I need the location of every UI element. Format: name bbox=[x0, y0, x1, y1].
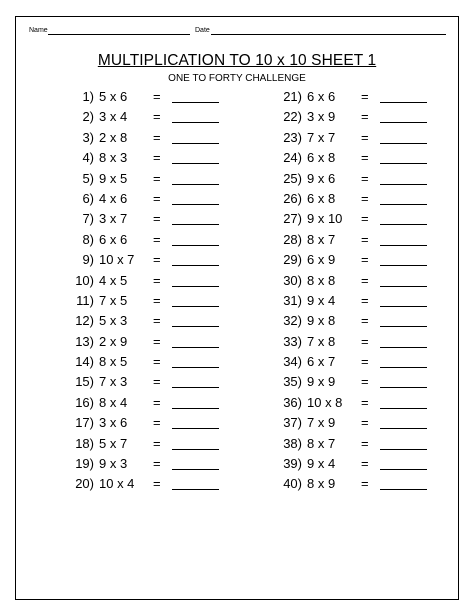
problem-expression: 7 x 8 bbox=[307, 333, 336, 349]
problem-number: 35) bbox=[283, 374, 302, 390]
equals-sign: = bbox=[361, 394, 369, 410]
problem-number: 32) bbox=[283, 313, 302, 329]
problem-number: 36) bbox=[283, 394, 302, 410]
problem-expression: 8 x 9 bbox=[307, 476, 336, 492]
equals-sign: = bbox=[153, 109, 161, 125]
problem-expression: 8 x 7 bbox=[307, 435, 336, 451]
problem-number: 23) bbox=[283, 129, 302, 145]
equals-sign: = bbox=[361, 170, 369, 186]
worksheet-page bbox=[15, 16, 459, 600]
problem-row bbox=[267, 291, 467, 311]
problem-expression: 8 x 8 bbox=[307, 272, 336, 288]
problem-expression: 8 x 4 bbox=[99, 394, 128, 410]
answer-blank[interactable] bbox=[172, 184, 219, 185]
name-label: Name bbox=[29, 27, 48, 34]
problem-expression: 7 x 7 bbox=[307, 129, 336, 145]
problem-expression: 5 x 7 bbox=[99, 435, 128, 451]
problem-expression: 7 x 3 bbox=[99, 374, 128, 390]
problem-number: 11) bbox=[76, 292, 94, 308]
equals-sign: = bbox=[153, 252, 161, 268]
equals-sign: = bbox=[361, 313, 369, 329]
problem-number: 21) bbox=[283, 89, 302, 104]
answer-blank[interactable] bbox=[172, 143, 219, 144]
equals-sign: = bbox=[153, 313, 161, 329]
equals-sign: = bbox=[361, 129, 369, 145]
equals-sign: = bbox=[153, 456, 161, 472]
problem-row bbox=[59, 454, 259, 474]
problem-number: 7) bbox=[82, 211, 94, 227]
problem-number: 1) bbox=[82, 89, 94, 104]
equals-sign: = bbox=[153, 292, 161, 308]
answer-blank[interactable] bbox=[380, 367, 427, 368]
problem-expression: 9 x 3 bbox=[99, 456, 128, 472]
answer-blank[interactable] bbox=[172, 163, 219, 164]
problem-number: 29) bbox=[283, 252, 302, 268]
problem-number: 18) bbox=[75, 435, 94, 451]
problem-number: 25) bbox=[283, 170, 302, 186]
problem-row bbox=[59, 372, 259, 392]
problem-number: 27) bbox=[283, 211, 302, 227]
problem-row bbox=[267, 372, 467, 392]
problem-expression: 8 x 3 bbox=[99, 150, 128, 166]
equals-sign: = bbox=[153, 272, 161, 288]
problem-expression: 5 x 3 bbox=[99, 313, 128, 329]
equals-sign: = bbox=[361, 211, 369, 227]
answer-blank[interactable] bbox=[380, 143, 427, 144]
problem-number: 13) bbox=[75, 333, 94, 349]
problem-number: 31) bbox=[283, 292, 302, 308]
problem-number: 39) bbox=[283, 456, 302, 472]
problem-expression: 6 x 9 bbox=[307, 252, 336, 268]
answer-blank[interactable] bbox=[380, 326, 427, 327]
problem-row bbox=[59, 189, 259, 209]
problem-expression: 6 x 6 bbox=[307, 89, 336, 104]
problem-expression: 3 x 4 bbox=[99, 109, 128, 125]
problem-expression: 2 x 8 bbox=[99, 129, 128, 145]
problem-expression: 10 x 8 bbox=[307, 394, 343, 410]
problem-row bbox=[267, 393, 467, 413]
equals-sign: = bbox=[361, 354, 369, 370]
problem-expression: 9 x 9 bbox=[307, 374, 336, 390]
answer-blank[interactable] bbox=[380, 286, 427, 287]
equals-sign: = bbox=[153, 211, 161, 227]
problem-expression: 9 x 4 bbox=[307, 292, 336, 308]
answer-blank[interactable] bbox=[380, 449, 427, 450]
equals-sign: = bbox=[361, 333, 369, 349]
problem-row bbox=[267, 148, 467, 168]
equals-sign: = bbox=[361, 190, 369, 206]
equals-sign: = bbox=[153, 190, 161, 206]
equals-sign: = bbox=[153, 394, 161, 410]
problem-number: 34) bbox=[283, 354, 302, 370]
problem-number: 16) bbox=[75, 394, 94, 410]
problem-number: 5) bbox=[82, 170, 94, 186]
worksheet-subtitle: ONE TO FORTY CHALLENGE bbox=[168, 73, 306, 84]
answer-blank[interactable] bbox=[380, 347, 427, 348]
problem-row bbox=[267, 332, 467, 352]
equals-sign: = bbox=[153, 170, 161, 186]
problem-expression: 6 x 8 bbox=[307, 150, 336, 166]
answer-blank[interactable] bbox=[172, 428, 219, 429]
problem-row bbox=[267, 474, 467, 494]
problem-number: 12) bbox=[75, 313, 94, 329]
answer-blank[interactable] bbox=[172, 306, 219, 307]
answer-blank[interactable] bbox=[172, 489, 219, 490]
answer-blank[interactable] bbox=[380, 489, 427, 490]
answer-blank[interactable] bbox=[380, 245, 427, 246]
answer-blank[interactable] bbox=[380, 408, 427, 409]
answer-blank[interactable] bbox=[172, 102, 219, 103]
problem-number: 15) bbox=[75, 374, 94, 390]
equals-sign: = bbox=[361, 150, 369, 166]
problem-row bbox=[59, 352, 259, 372]
problem-row bbox=[59, 169, 259, 189]
problem-number: 6) bbox=[82, 190, 94, 206]
problem-number: 3) bbox=[82, 129, 94, 145]
answer-blank[interactable] bbox=[380, 163, 427, 164]
problem-expression: 3 x 6 bbox=[99, 415, 128, 431]
problem-number: 4) bbox=[82, 150, 94, 166]
answer-blank[interactable] bbox=[380, 306, 427, 307]
answer-blank[interactable] bbox=[172, 245, 219, 246]
problem-number: 40) bbox=[283, 476, 302, 492]
problem-expression: 6 x 6 bbox=[99, 231, 128, 247]
problem-number: 17) bbox=[75, 415, 94, 431]
equals-sign: = bbox=[361, 231, 369, 247]
problem-row bbox=[267, 271, 467, 291]
equals-sign: = bbox=[153, 374, 161, 390]
equals-sign: = bbox=[361, 435, 369, 451]
problem-number: 33) bbox=[283, 333, 302, 349]
problem-row bbox=[267, 454, 467, 474]
answer-blank[interactable] bbox=[172, 326, 219, 327]
problem-row bbox=[59, 250, 259, 270]
answer-blank[interactable] bbox=[172, 224, 219, 225]
problem-number: 28) bbox=[283, 231, 302, 247]
problem-number: 37) bbox=[283, 415, 302, 431]
problem-row bbox=[59, 393, 259, 413]
answer-blank[interactable] bbox=[172, 387, 219, 388]
problem-row bbox=[267, 107, 467, 127]
problem-number: 30) bbox=[283, 272, 302, 288]
answer-blank[interactable] bbox=[172, 286, 219, 287]
equals-sign: = bbox=[361, 476, 369, 492]
equals-sign: = bbox=[361, 89, 369, 104]
answer-blank[interactable] bbox=[380, 204, 427, 205]
problem-number: 38) bbox=[283, 435, 302, 451]
problem-expression: 3 x 9 bbox=[307, 109, 336, 125]
answer-blank[interactable] bbox=[380, 122, 427, 123]
answer-blank[interactable] bbox=[380, 387, 427, 388]
problem-row bbox=[59, 291, 259, 311]
equals-sign: = bbox=[361, 415, 369, 431]
problem-row bbox=[267, 413, 467, 433]
problem-row bbox=[267, 209, 467, 229]
problem-row bbox=[59, 413, 259, 433]
equals-sign: = bbox=[153, 150, 161, 166]
problem-row bbox=[59, 107, 259, 127]
problem-expression: 3 x 7 bbox=[99, 211, 128, 227]
answer-blank[interactable] bbox=[380, 428, 427, 429]
problem-row bbox=[59, 148, 259, 168]
problem-number: 22) bbox=[283, 109, 302, 125]
answer-blank[interactable] bbox=[172, 469, 219, 470]
problem-number: 8) bbox=[82, 231, 94, 247]
answer-blank[interactable] bbox=[380, 224, 427, 225]
problem-number: 9) bbox=[82, 252, 94, 268]
equals-sign: = bbox=[153, 333, 161, 349]
problem-expression: 9 x 6 bbox=[307, 170, 336, 186]
date-label: Date bbox=[195, 27, 210, 34]
answer-blank[interactable] bbox=[380, 469, 427, 470]
problem-row bbox=[267, 128, 467, 148]
problem-number: 14) bbox=[75, 354, 94, 370]
equals-sign: = bbox=[361, 374, 369, 390]
answer-blank[interactable] bbox=[172, 449, 219, 450]
equals-sign: = bbox=[361, 272, 369, 288]
problem-expression: 4 x 5 bbox=[99, 272, 128, 288]
worksheet-title: MULTIPLICATION TO 10 x 10 SHEET 1 bbox=[97, 52, 377, 69]
problem-row bbox=[59, 311, 259, 331]
answer-blank[interactable] bbox=[380, 102, 427, 103]
equals-sign: = bbox=[153, 435, 161, 451]
problem-expression: 9 x 4 bbox=[307, 456, 336, 472]
problem-expression: 4 x 6 bbox=[99, 190, 128, 206]
answer-blank[interactable] bbox=[172, 204, 219, 205]
name-field[interactable] bbox=[48, 34, 190, 35]
answer-blank[interactable] bbox=[172, 347, 219, 348]
equals-sign: = bbox=[153, 476, 161, 492]
answer-blank[interactable] bbox=[380, 265, 427, 266]
answer-blank[interactable] bbox=[380, 184, 427, 185]
problem-expression: 8 x 7 bbox=[307, 231, 336, 247]
problem-number: 20) bbox=[75, 476, 94, 492]
problem-row bbox=[267, 169, 467, 189]
problem-row bbox=[267, 434, 467, 454]
problem-row bbox=[267, 87, 467, 107]
problems-column-left bbox=[59, 87, 259, 495]
problem-expression: 10 x 7 bbox=[99, 252, 135, 268]
problem-row bbox=[59, 230, 259, 250]
problem-expression: 9 x 10 bbox=[307, 211, 343, 227]
problem-expression: 9 x 5 bbox=[99, 170, 128, 186]
date-field[interactable] bbox=[211, 34, 446, 35]
equals-sign: = bbox=[361, 252, 369, 268]
problem-row bbox=[267, 311, 467, 331]
problem-row bbox=[59, 332, 259, 352]
answer-blank[interactable] bbox=[172, 408, 219, 409]
problem-expression: 8 x 5 bbox=[99, 354, 128, 370]
problem-row bbox=[59, 87, 259, 107]
problem-number: 10) bbox=[75, 272, 94, 288]
problem-number: 19) bbox=[75, 456, 94, 472]
answer-blank[interactable] bbox=[172, 265, 219, 266]
equals-sign: = bbox=[361, 456, 369, 472]
equals-sign: = bbox=[153, 89, 161, 104]
problem-number: 26) bbox=[283, 190, 302, 206]
problem-expression: 6 x 8 bbox=[307, 190, 336, 206]
problem-row bbox=[59, 271, 259, 291]
answer-blank[interactable] bbox=[172, 122, 219, 123]
problem-row bbox=[59, 128, 259, 148]
problem-expression: 7 x 9 bbox=[307, 415, 336, 431]
problem-row bbox=[59, 209, 259, 229]
problem-row bbox=[59, 434, 259, 454]
equals-sign: = bbox=[361, 109, 369, 125]
problem-row bbox=[267, 189, 467, 209]
problem-expression: 10 x 4 bbox=[99, 476, 135, 492]
problem-number: 24) bbox=[283, 150, 302, 166]
answer-blank[interactable] bbox=[172, 367, 219, 368]
problems-column-right bbox=[267, 87, 467, 495]
problem-row bbox=[267, 250, 467, 270]
problem-expression: 9 x 8 bbox=[307, 313, 336, 329]
problem-row bbox=[59, 474, 259, 494]
equals-sign: = bbox=[153, 231, 161, 247]
equals-sign: = bbox=[153, 415, 161, 431]
problem-row bbox=[267, 352, 467, 372]
equals-sign: = bbox=[153, 354, 161, 370]
problem-expression: 6 x 7 bbox=[307, 354, 336, 370]
problem-expression: 5 x 6 bbox=[99, 89, 128, 104]
problem-row bbox=[267, 230, 467, 250]
problem-expression: 2 x 9 bbox=[99, 333, 128, 349]
problem-expression: 7 x 5 bbox=[99, 292, 128, 308]
equals-sign: = bbox=[361, 292, 369, 308]
equals-sign: = bbox=[153, 129, 161, 145]
problem-number: 2) bbox=[82, 109, 94, 125]
